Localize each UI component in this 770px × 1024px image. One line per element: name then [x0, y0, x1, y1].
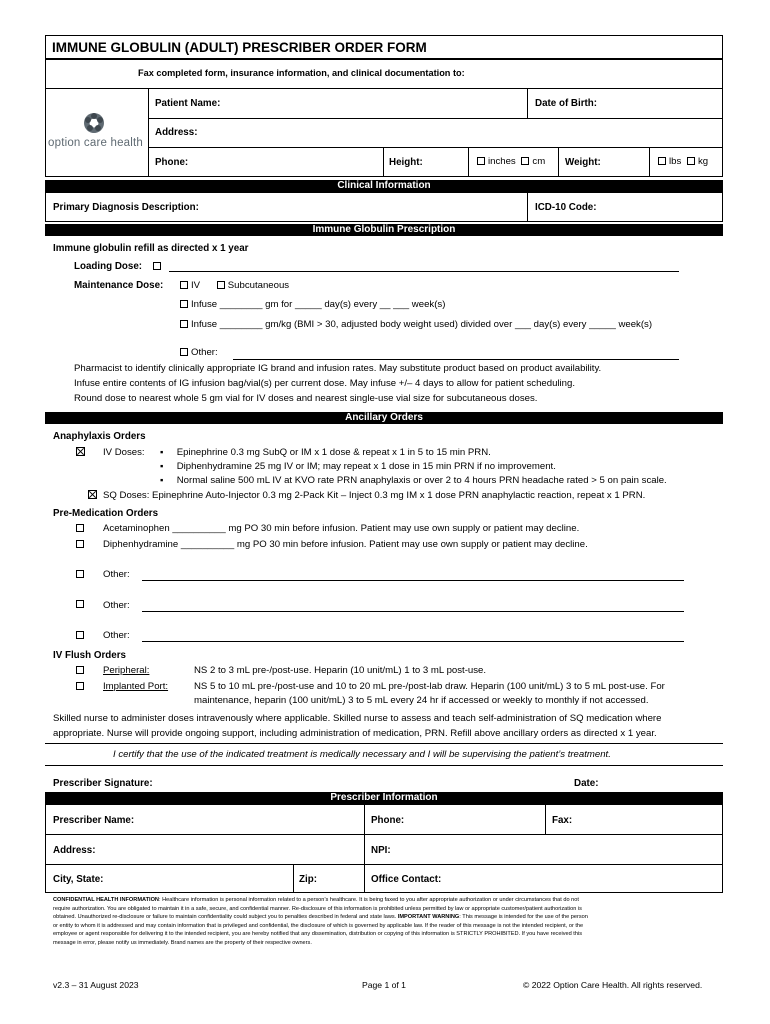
prescriber-name-label: Prescriber Name: [53, 815, 135, 826]
other-dose-label: Other: [191, 347, 218, 358]
acetaminophen-checkbox[interactable] [76, 524, 84, 532]
certify-text: I certify that the use of the indicated treatment is medically necessary and I will be supervising the patient’s treatment. [113, 749, 611, 760]
lbs-label: lbs [669, 156, 682, 167]
weight-label: Weight: [565, 157, 601, 168]
diagnosis-label: Primary Diagnosis Description: [53, 202, 199, 213]
other-1-line[interactable] [142, 580, 684, 581]
nurse-text-2: appropriate. Nurse will provide ongoing support, including administration of medication, PRN. Refill above ancillary orders as directed x 1 year. [53, 728, 657, 739]
diphenhydramine-checkbox[interactable] [76, 540, 84, 548]
height-units [477, 156, 545, 167]
infuse-1-text: Infuse ________ gm for _____ day(s) every __ ___ week(s) [191, 299, 446, 310]
sq-doses-checkbox[interactable] [88, 490, 97, 499]
cm-label: cm [532, 156, 546, 167]
patient-name-label: Patient Name: [155, 98, 221, 109]
inches-label: inches [488, 156, 516, 167]
acetaminophen-text: Acetaminophen __________ mg PO 30 min before infusion. Patient may use own supply or patient may decline. [103, 523, 580, 534]
nurse-text-1: Skilled nurse to administer doses intravenously where applicable. Skilled nurse to assess and teach self-administration of SQ medication where [53, 713, 662, 724]
peripheral-label: Peripheral: [103, 665, 150, 676]
subq-checkbox[interactable] [217, 281, 225, 289]
height-label: Height: [389, 157, 423, 168]
sq-doses-text: SQ Doses: Epinephrine Auto-Injector 0.3 mg 2-Pack Kit – Inject 0.3 mg IM x 1 dose PRN anaphylactic reaction, repeat x 1 PRN. [103, 490, 646, 501]
other-3-line[interactable] [142, 641, 684, 642]
prescriber-address-label: Address: [53, 845, 96, 856]
other-1-checkbox[interactable] [76, 570, 84, 578]
other-2-checkbox[interactable] [76, 600, 84, 608]
iv-doses-checkbox[interactable] [76, 447, 85, 456]
other-dose-checkbox[interactable] [180, 348, 188, 356]
version-text: v2.3 – 31 August 2023 [53, 980, 139, 990]
weight-units [658, 156, 708, 167]
maintenance-dose-label: Maintenance Dose: [74, 280, 164, 291]
prescriber-fax-label: Fax: [552, 815, 573, 826]
diphenhydramine-text: Diphenhydramine __________ mg PO 30 min before infusion. Patient may use own supply or patient may decline. [103, 539, 588, 550]
other-1-label: Other: [103, 569, 130, 580]
pharmacist-note: Pharmacist to identify clinically appropriate IG brand and infusion rates. May substitute product based on product availability. [74, 363, 602, 374]
other-2-label: Other: [103, 600, 130, 611]
implanted-port-checkbox[interactable] [76, 682, 84, 690]
bullet-3: ▪ Normal saline 500 mL IV at KVO rate PRN anaphylaxis or over 2 to 4 hours PRN headache rated > 5 on pain scale. [160, 475, 667, 486]
phone-label: Phone: [155, 157, 189, 168]
route-options [180, 280, 289, 291]
iv-doses-label: IV Doses: [103, 447, 145, 458]
iv-checkbox[interactable] [180, 281, 188, 289]
implanted-port-label: Implanted Port: [103, 681, 169, 692]
clinical-info-header: Clinical Information [45, 180, 723, 192]
iv-label: IV [191, 280, 201, 291]
kg-checkbox[interactable] [687, 157, 695, 165]
signature-label: Prescriber Signature: [53, 778, 153, 789]
dob-label: Date of Birth: [535, 98, 598, 109]
inches-checkbox[interactable] [477, 157, 485, 165]
implanted-text-2: maintenance, heparin (100 unit/mL) 3 to 5 mL every 24 hr if accessed or weekly to monthly if not accessed. [194, 695, 649, 706]
logo-icon [83, 112, 105, 134]
loading-dose-checkbox[interactable] [153, 262, 161, 270]
subq-label: Subcutaneous [227, 280, 290, 291]
anaphylaxis-heading: Anaphylaxis Orders [53, 431, 146, 442]
other-3-checkbox[interactable] [76, 631, 84, 639]
loading-dose-label: Loading Dose: [74, 261, 143, 272]
other-3-label: Other: [103, 630, 130, 641]
lbs-checkbox[interactable] [658, 157, 666, 165]
refill-text: Immune globulin refill as directed x 1 year [53, 243, 249, 254]
other-dose-line[interactable] [233, 359, 679, 360]
office-contact-label: Office Contact: [371, 874, 442, 885]
peripheral-checkbox[interactable] [76, 666, 84, 674]
copyright-text: © 2022 Option Care Health. All rights reserved. [523, 980, 703, 990]
premed-heading: Pre-Medication Orders [53, 508, 159, 519]
infuse-option-1 [180, 299, 445, 310]
ancillary-header: Ancillary Orders [45, 412, 723, 424]
infuse-2-checkbox[interactable] [180, 320, 188, 328]
infuse-option-2 [180, 319, 652, 330]
page-number: Page 1 of 1 [362, 980, 406, 990]
peripheral-text: NS 2 to 3 mL pre-/post-use. Heparin (10 unit/mL) 1 to 3 mL post-use. [194, 665, 487, 676]
logo-text: option care health [48, 137, 144, 149]
fax-instruction: Fax completed form, insurance information, and clinical documentation to: [138, 68, 465, 78]
address-label: Address: [155, 127, 198, 138]
other-dose-option [180, 347, 218, 358]
option-care-logo [83, 112, 105, 134]
zip-label: Zip: [299, 874, 317, 885]
kg-label: kg [697, 156, 709, 167]
infuse-1-checkbox[interactable] [180, 300, 188, 308]
date-label: Date: [574, 778, 599, 789]
icd-label: ICD-10 Code: [535, 202, 597, 213]
implanted-text-1: NS 5 to 10 mL pre-/post-use and 10 to 20 mL pre-/post-lab draw. Heparin (100 unit/mL) 3 to 5 mL post-use. For [194, 681, 665, 692]
round-note: Round dose to nearest whole 5 gm vial for IV doses and nearest single-use vial size for subcutaneous doses. [74, 393, 538, 404]
prescriber-phone-label: Phone: [371, 815, 405, 826]
city-state-label: City, State: [53, 874, 104, 885]
infuse-note: Infuse entire contents of IG infusion bag/vial(s) per current dose. May infuse +/– 4 days to allow for patient scheduling. [74, 378, 576, 389]
form-title: IMMUNE GLOBULIN (ADULT) PRESCRIBER ORDER FORM [45, 35, 723, 59]
iv-flush-heading: IV Flush Orders [53, 650, 126, 661]
confidential-notice: CONFIDENTIAL HEALTH INFORMATION: Healthcare information is personal information related to a person’s healthcare. It is being faxed to you after appropriate authorization or under circumstances that do not require authorization. You are obligated to maintain it in a safe, secure, and confidential manner. Re-disclosure of this information is prohibited unless permitted by law or appropriate customer/patient authorization is obtained. Unauthorized re-disclosure or failure to maintain confidentiality could subject you to penalties described in federal and state laws. IMPORTANT WARNING: This message is intended for the use of the person or entity to whom it is addressed and may contain information that is privileged and confidential, the disclosure of which is governed by applicable law. If the reader of this message is not the intended recipient, or the employee or agent responsible for delivering it to the intended recipient, you are hereby notified that any dissemination, distribution or copying of this information is STRICTLY PROHIBITED. If you have received this message in error, please notify us immediately. Brand names are the property of their respective owners. [53, 897, 588, 946]
other-2-line[interactable] [142, 611, 684, 612]
npi-label: NPI: [371, 845, 391, 856]
prescription-header: Immune Globulin Prescription [45, 224, 723, 236]
loading-dose-line[interactable] [169, 271, 679, 272]
bullet-1: ▪ Epinephrine 0.3 mg SubQ or IM x 1 dose & repeat x 1 in 5 to 15 min PRN. [160, 447, 491, 458]
infuse-2-text: Infuse ________ gm/kg (BMI > 30, adjusted body weight used) divided over ___ day(s) every _____ week(s) [191, 319, 653, 330]
cm-checkbox[interactable] [521, 157, 529, 165]
bullet-2: ▪ Diphenhydramine 25 mg IV or IM; may repeat x 1 dose in 15 min PRN if no improvement. [160, 461, 556, 472]
prescriber-header: Prescriber Information [45, 792, 723, 804]
